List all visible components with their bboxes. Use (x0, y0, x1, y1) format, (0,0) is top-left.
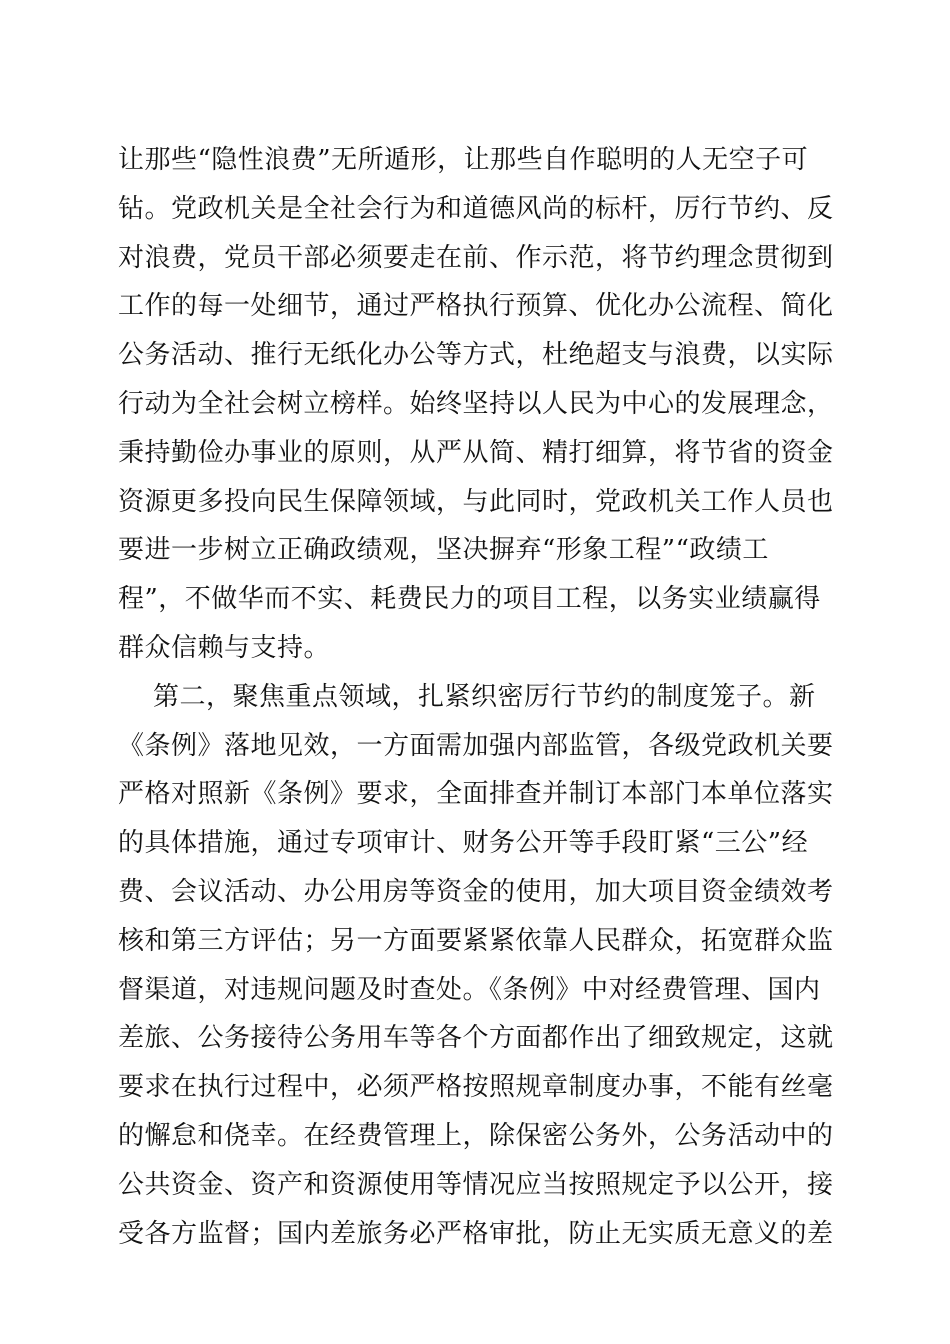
text-line: 工作的每一处细节，通过严格执行预算、优化办公流程、简化 (118, 291, 834, 322)
text-line: 核和第三方评估；另一方面要紧紧依靠人民群众，拓宽群众监 (118, 925, 834, 956)
body-text (118, 136, 838, 1258)
text-line: 公务活动、推行无纸化办公等方式，杜绝超支与浪费，以实际 (118, 340, 834, 371)
text-line: 群众信赖与支持。 (118, 632, 331, 663)
text-line: 钻。党政机关是全社会行为和道德风尚的标杆，厉行节约、反 (118, 193, 834, 224)
text-line: 差旅、公务接待公务用车等各个方面都作出了细致规定，这就 (118, 1023, 834, 1054)
text-line: 让那些“隐性浪费”无所遁形，让那些自作聪明的人无空子可 (118, 145, 809, 175)
paragraph-start-line: 第二，聚焦重点领域，扎紧织密厉行节约的制度笼子。新 (118, 681, 816, 712)
text-line: 程”，不做华而不实、耗费民力的项目工程，以务实业绩赢得 (118, 584, 821, 615)
text-line: 严格对照新《条例》要求，全面排查并制订本部门本单位落实 (118, 779, 834, 810)
text-line: 秉持勤俭办事业的原则，从严从简、精打细算，将节省的资金 (118, 437, 834, 468)
text-line: 的具体措施，通过专项审计、财务公开等手段盯紧“三公”经 (118, 828, 809, 859)
text-line: 费、会议活动、办公用房等资金的使用，加大项目资金绩效考 (118, 876, 834, 907)
text-line: 公共资金、资产和资源使用等情况应当按照规定予以公开，接 (118, 1169, 834, 1200)
text-line: 行动为全社会树立榜样。始终坚持以人民为中心的发展理念， (118, 388, 834, 419)
text-line: 要进一步树立正确政绩观，坚决摒弃“形象工程”“政绩工 (118, 535, 769, 566)
text-line: 《条例》落地见效，一方面需加强内部监管，各级党政机关要 (118, 730, 834, 761)
text-line: 受各方监督；国内差旅务必严格审批，防止无实质无意义的差 (118, 1218, 834, 1249)
text-line: 对浪费，党员干部必须要走在前、作示范，将节约理念贯彻到 (118, 242, 834, 273)
text-line: 的懈怠和侥幸。在经费管理上，除保密公务外，公务活动中的 (118, 1120, 834, 1151)
text-line: 要求在执行过程中，必须严格按照规章制度办事，不能有丝毫 (118, 1072, 834, 1103)
text-line: 资源更多投向民生保障领域，与此同时，党政机关工作人员也 (118, 486, 834, 517)
text-line: 督渠道，对违规问题及时查处。《条例》中对经费管理、国内 (118, 974, 821, 1005)
